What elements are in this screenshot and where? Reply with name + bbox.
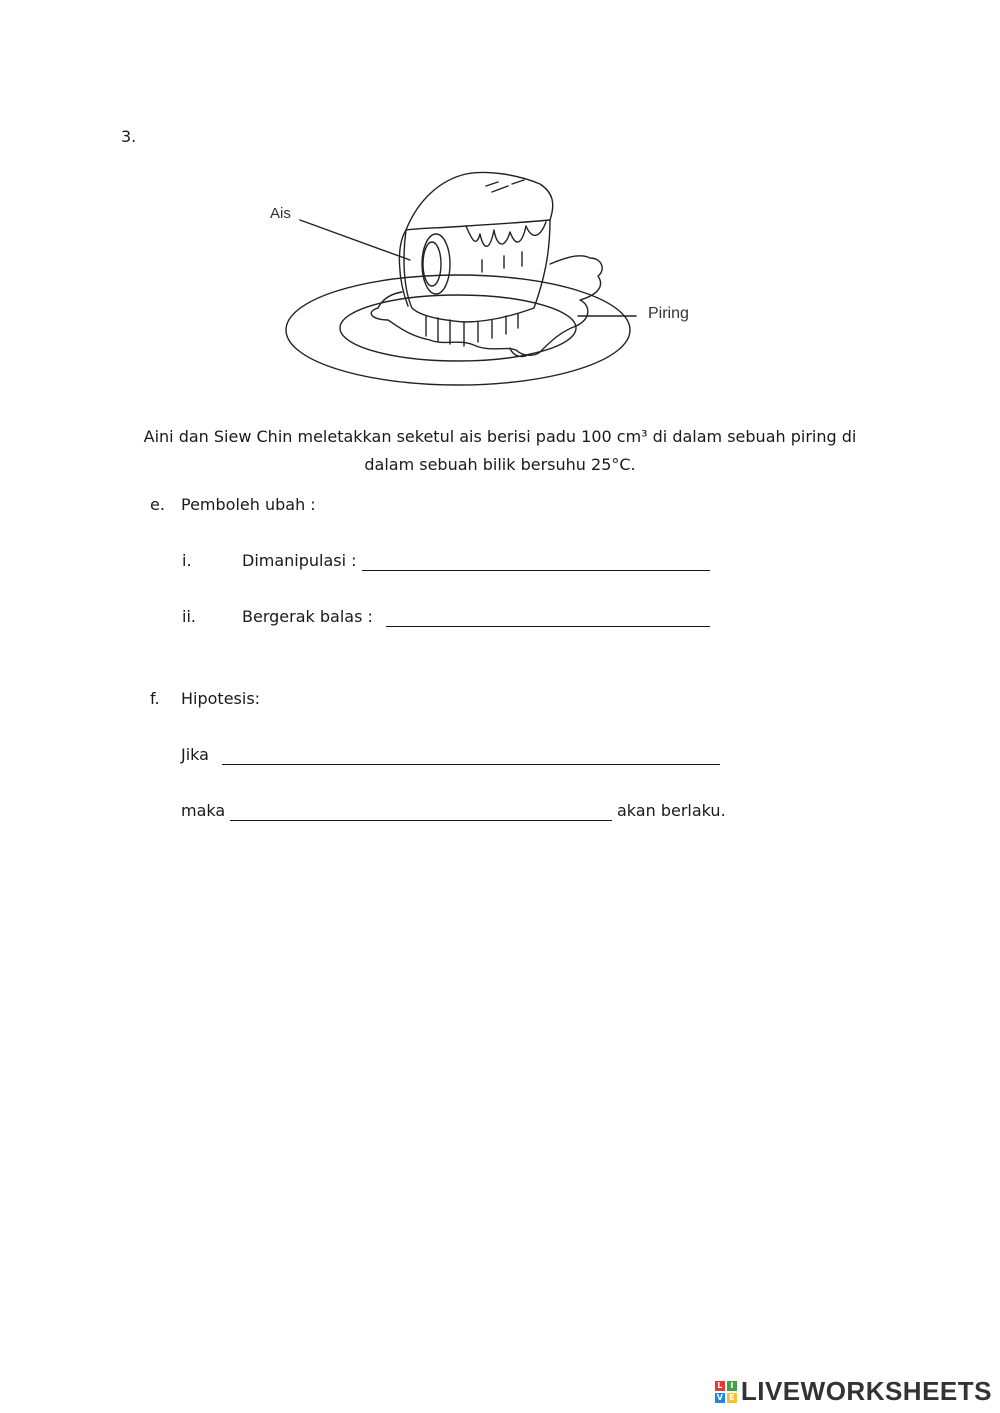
ice-cube-top	[406, 172, 553, 230]
part-e-marker: e.	[150, 495, 165, 514]
logo-letter: E	[727, 1393, 737, 1403]
logo-mark-icon	[715, 1381, 737, 1403]
dimanipulasi-input[interactable]	[362, 550, 710, 571]
jika-input[interactable]	[222, 744, 720, 765]
question-number: 3.	[121, 127, 137, 146]
caption-line-2: dalam sebuah bilik bersuhu 25°C.	[364, 455, 636, 474]
maka-input[interactable]	[230, 800, 612, 821]
maka-suffix: akan berlaku.	[617, 801, 726, 820]
bergerak-balas-input[interactable]	[386, 606, 710, 627]
logo-wordmark: LIVEWORKSHEETS	[740, 1376, 992, 1406]
part-f-title: Hipotesis:	[181, 689, 261, 708]
bergerak-balas-label: Bergerak balas :	[242, 607, 373, 626]
part-f-marker: f.	[150, 689, 160, 708]
ice-cube-front	[404, 220, 550, 322]
liveworksheets-logo[interactable]	[715, 1376, 992, 1407]
jika-label: Jika	[181, 745, 209, 764]
item-ii-marker: ii.	[182, 607, 196, 626]
logo-letter: V	[716, 1392, 723, 1402]
dimanipulasi-label: Dimanipulasi :	[242, 551, 357, 570]
ice-cube-hole	[422, 234, 450, 294]
part-e-title: Pemboleh ubah :	[181, 495, 316, 514]
label-piring: Piring	[648, 305, 689, 322]
ice-cube-figure	[260, 160, 720, 400]
caption-line-1: Aini dan Siew Chin meletakkan seketul ais berisi padu 100 cm³ di dalam sebuah piring di	[143, 427, 857, 446]
ais-pointer-line	[300, 220, 410, 260]
item-i-marker: i.	[182, 551, 192, 570]
logo-letter: L	[715, 1381, 725, 1391]
label-ais: Ais	[270, 205, 291, 222]
plate-outer-rim	[286, 275, 630, 385]
maka-label: maka	[181, 801, 226, 820]
logo-letter: I	[727, 1381, 737, 1391]
